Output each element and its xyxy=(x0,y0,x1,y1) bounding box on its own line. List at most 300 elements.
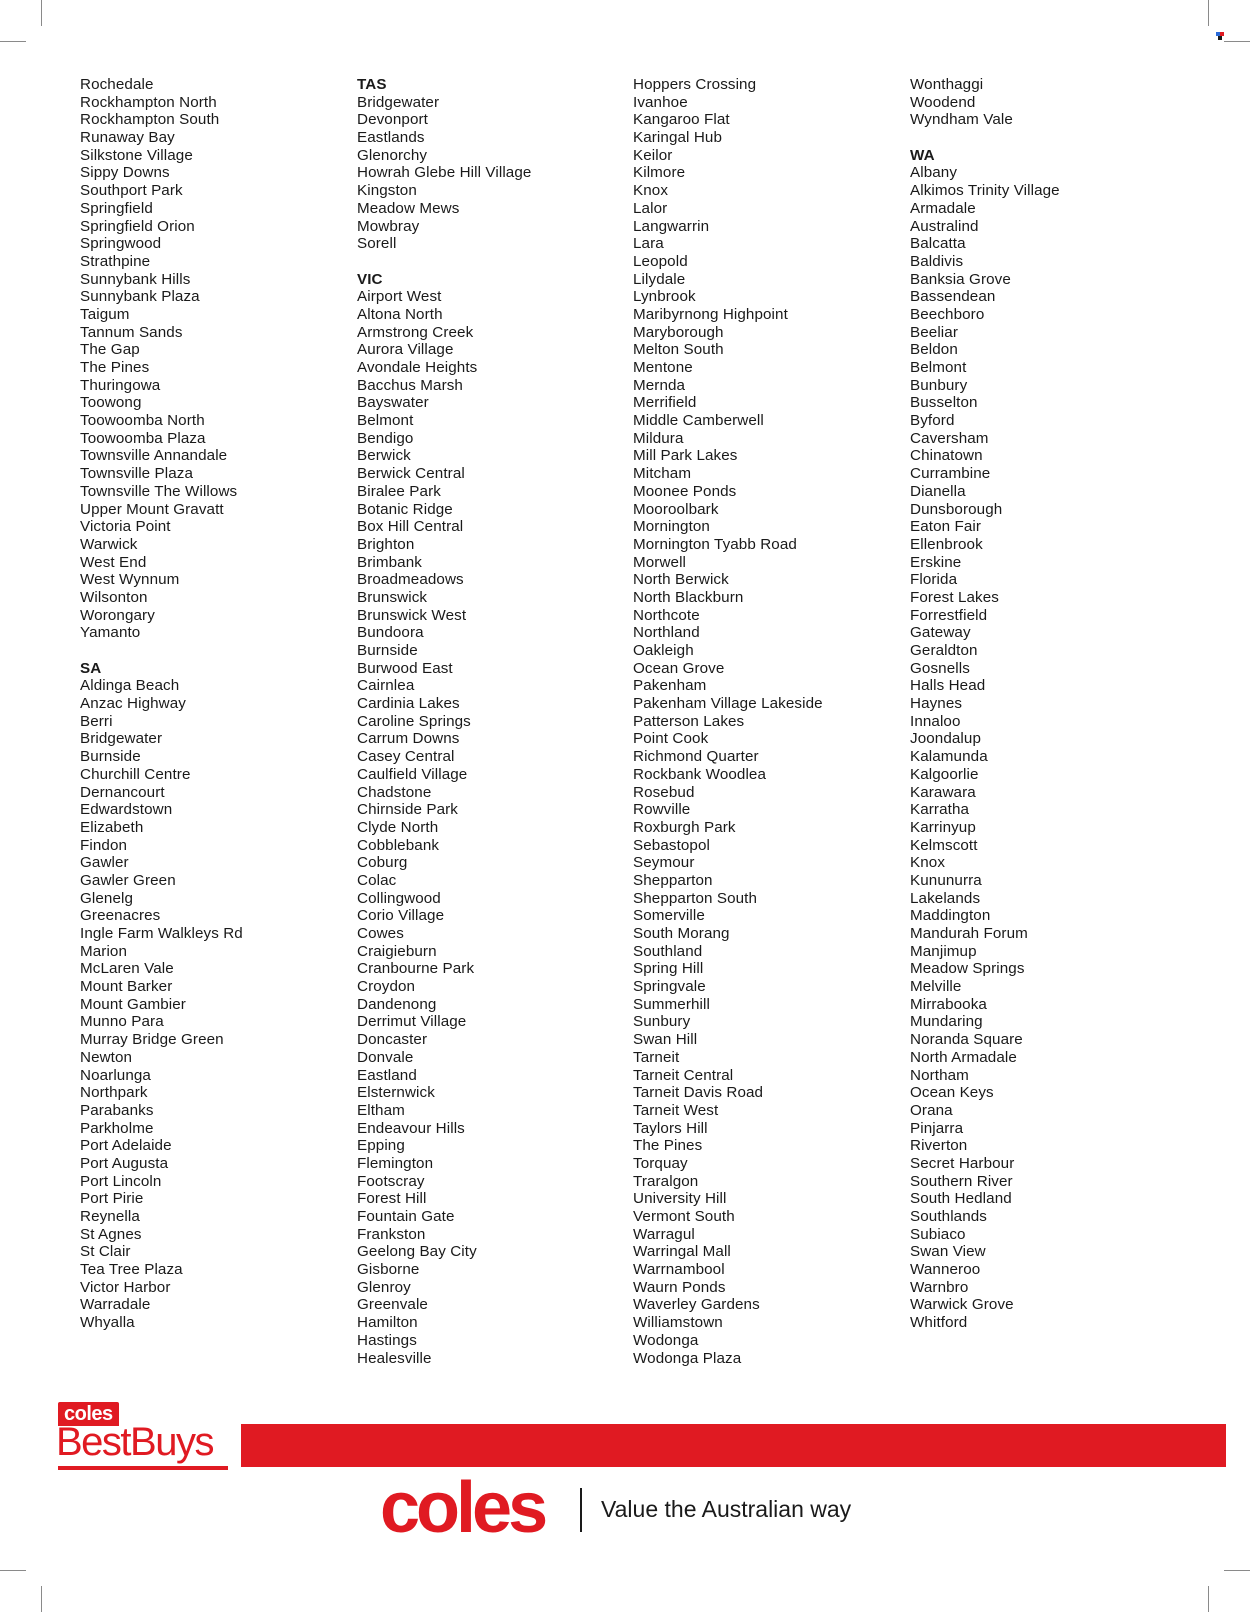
store-name: Mentone xyxy=(633,359,693,376)
store-name: Wonthaggi xyxy=(910,76,984,93)
store-name: Avondale Heights xyxy=(357,359,478,376)
store-name: Bendigo xyxy=(357,429,414,447)
store-name: Pakenham xyxy=(633,677,707,695)
store-name: Northcote xyxy=(633,606,700,624)
store-name: Leopold xyxy=(633,252,688,270)
crop-mark xyxy=(41,1586,42,1612)
store-name: Dernancourt xyxy=(80,783,165,801)
store-name: Maddington xyxy=(910,907,991,925)
store-name: Worongary xyxy=(80,606,155,624)
store-name: Greenacres xyxy=(80,907,161,925)
store-name: Berwick xyxy=(357,447,411,465)
store-name: Kalamunda xyxy=(910,748,988,766)
store-name: Elsternwick xyxy=(357,1084,435,1102)
state-heading: TAS xyxy=(357,76,387,93)
store-name: Shepparton South xyxy=(633,889,758,907)
store-name: Ingle Farm Walkleys Rd xyxy=(80,925,243,942)
crop-mark xyxy=(1208,0,1209,26)
store-name: Langwarrin xyxy=(633,217,710,235)
store-name: Beechboro xyxy=(910,305,985,323)
store-name: Ellenbrook xyxy=(910,535,983,553)
store-name: Tannum Sands xyxy=(80,323,183,341)
store-name: Whyalla xyxy=(80,1314,135,1332)
store-name: Tarneit Central xyxy=(633,1066,734,1084)
store-name: Roxburgh Park xyxy=(633,818,736,836)
store-name: Sorell xyxy=(357,235,397,253)
store-name: The Pines xyxy=(80,359,150,376)
store-name: Gateway xyxy=(910,624,971,642)
store-name: Mirrabooka xyxy=(910,995,987,1013)
store-name: Rosebud xyxy=(633,783,695,801)
store-name: Caulfield Village xyxy=(357,765,468,783)
store-name: Port Adelaide xyxy=(80,1137,172,1155)
store-name: Rowville xyxy=(633,801,691,819)
store-name: Morwell xyxy=(633,553,687,571)
store-name: South Hedland xyxy=(910,1190,1012,1208)
store-name: Greenvale xyxy=(357,1296,428,1314)
store-name: Carrum Downs xyxy=(357,730,460,748)
store-name: Warwick Grove xyxy=(910,1296,1014,1314)
store-name: West End xyxy=(80,553,147,571)
store-name: Victor Harbor xyxy=(80,1278,171,1296)
store-name: Springvale xyxy=(633,978,706,996)
store-name: Port Pirie xyxy=(80,1190,144,1208)
store-name: Footscray xyxy=(357,1172,425,1190)
store-name: Mitcham xyxy=(633,465,692,483)
store-name: Springfield xyxy=(80,199,153,217)
store-name: Elizabeth xyxy=(80,818,144,836)
store-name: Belmont xyxy=(357,412,414,430)
store-name: Knox xyxy=(633,182,669,200)
store-name: Whitford xyxy=(910,1314,968,1332)
store-list-column-3 xyxy=(633,76,888,1367)
store-name: Altona North xyxy=(357,305,443,323)
store-name: Reynella xyxy=(80,1208,140,1225)
store-name: Doncaster xyxy=(357,1031,428,1049)
store-name: Cairnlea xyxy=(357,677,415,695)
store-list-column-4 xyxy=(910,76,1165,1332)
store-name: Cranbourne Park xyxy=(357,960,475,978)
store-name: Port Lincoln xyxy=(80,1172,162,1190)
store-name: Karratha xyxy=(910,801,970,819)
store-name: Kalgoorlie xyxy=(910,765,979,783)
store-name: Lalor xyxy=(633,199,668,217)
state-heading: SA xyxy=(80,659,102,677)
store-name: Bundoora xyxy=(357,624,424,642)
store-name: Springfield Orion xyxy=(80,217,195,235)
store-name: Mandurah Forum xyxy=(910,925,1028,942)
store-name: Beeliar xyxy=(910,323,958,341)
store-name: Mornington xyxy=(633,518,710,536)
store-name: Colac xyxy=(357,871,397,889)
footer-divider xyxy=(580,1488,582,1532)
store-name: Karawara xyxy=(910,783,976,801)
store-name: Townsville Annandale xyxy=(80,447,228,465)
store-name: Middle Camberwell xyxy=(633,412,764,430)
store-name: Oakleigh xyxy=(633,642,694,659)
store-name: Fountain Gate xyxy=(357,1208,455,1225)
store-name: Runaway Bay xyxy=(80,129,175,147)
store-name: Warrnambool xyxy=(633,1261,725,1279)
spacer xyxy=(80,642,335,660)
store-name: Spring Hill xyxy=(633,960,704,978)
store-name: Eltham xyxy=(357,1101,405,1119)
store-name: Burwood East xyxy=(357,659,453,677)
store-name: Port Augusta xyxy=(80,1154,169,1172)
store-name: Joondalup xyxy=(910,730,981,748)
store-name: Pinjarra xyxy=(910,1119,964,1137)
store-name: Eastlands xyxy=(357,129,425,147)
store-name: Parabanks xyxy=(80,1101,154,1119)
store-name: Banksia Grove xyxy=(910,270,1011,288)
store-name: Chinatown xyxy=(910,447,983,465)
store-name: Keilor xyxy=(633,146,673,164)
store-name: Biralee Park xyxy=(357,482,441,500)
store-name: Sunnybank Hills xyxy=(80,270,191,288)
store-name: Upper Mount Gravatt xyxy=(80,500,224,518)
store-name: Coburg xyxy=(357,854,408,872)
store-name: Waurn Ponds xyxy=(633,1278,726,1296)
store-name: Endeavour Hills xyxy=(357,1119,465,1137)
store-name: Haynes xyxy=(910,695,963,713)
store-name: Point Cook xyxy=(633,730,709,748)
store-name: Edwardstown xyxy=(80,801,173,819)
store-name: Woodend xyxy=(910,93,976,111)
store-name: Howrah Glebe Hill Village xyxy=(357,164,532,182)
store-name: Southlands xyxy=(910,1208,987,1225)
store-name: Albany xyxy=(910,164,958,182)
store-name: Tea Tree Plaza xyxy=(80,1261,183,1279)
store-name: Thuringowa xyxy=(80,376,161,394)
store-name: Forrestfield xyxy=(910,606,988,624)
store-name: Craigieburn xyxy=(357,942,437,960)
store-name: Busselton xyxy=(910,394,978,412)
store-name: Erskine xyxy=(910,553,962,571)
store-name: Baldivis xyxy=(910,252,964,270)
store-name: Waverley Gardens xyxy=(633,1296,760,1314)
store-name: Glenorchy xyxy=(357,146,428,164)
store-name: Byford xyxy=(910,412,955,430)
crop-mark xyxy=(1224,41,1250,42)
store-name: Frankston xyxy=(357,1225,426,1243)
store-name: Springwood xyxy=(80,235,162,253)
store-name: West Wynnum xyxy=(80,571,180,589)
store-name: Patterson Lakes xyxy=(633,712,745,730)
store-name: Meadow Springs xyxy=(910,960,1025,978)
store-name: Brimbank xyxy=(357,553,422,571)
store-name: Bridgewater xyxy=(357,93,440,111)
store-name: Tarneit West xyxy=(633,1101,719,1119)
store-name: Dunsborough xyxy=(910,500,1003,518)
store-name: Florida xyxy=(910,571,958,589)
crop-mark xyxy=(41,0,42,26)
store-name: Flemington xyxy=(357,1154,434,1172)
store-name: Summerhill xyxy=(633,995,710,1013)
store-name: Melton South xyxy=(633,341,724,359)
store-name: Australind xyxy=(910,217,979,235)
store-name: Ivanhoe xyxy=(633,93,688,111)
store-name: Pakenham Village Lakeside xyxy=(633,695,823,713)
store-name: Cobblebank xyxy=(357,836,440,854)
store-name: Healesville xyxy=(357,1349,432,1367)
store-name: Innaloo xyxy=(910,712,961,730)
store-name: Bayswater xyxy=(357,394,429,412)
store-name: Mernda xyxy=(633,376,686,394)
store-name: Currambine xyxy=(910,465,991,483)
store-name: Seymour xyxy=(633,854,695,872)
store-name: Merrifield xyxy=(633,394,697,412)
store-name: Chadstone xyxy=(357,783,432,801)
store-name: Northpark xyxy=(80,1084,148,1102)
store-name: Mundaring xyxy=(910,1013,983,1031)
store-name: Box Hill Central xyxy=(357,518,464,536)
store-name: Caroline Springs xyxy=(357,712,471,730)
logo-underline xyxy=(58,1466,228,1470)
crop-mark xyxy=(0,41,26,42)
store-name: Knox xyxy=(910,854,946,872)
store-name: Bridgewater xyxy=(80,730,163,748)
store-name: Derrimut Village xyxy=(357,1013,467,1031)
store-name: Glenroy xyxy=(357,1278,411,1296)
store-name: Croydon xyxy=(357,978,416,996)
state-heading: VIC xyxy=(357,270,383,288)
store-list-column-1 xyxy=(80,76,335,1332)
store-name: Townsville The Willows xyxy=(80,482,238,500)
store-name: Kangaroo Flat xyxy=(633,111,730,129)
store-name: Gawler xyxy=(80,854,129,872)
store-name: Warnbro xyxy=(910,1278,969,1296)
store-name: Sunbury xyxy=(633,1013,691,1031)
store-name: Brunswick xyxy=(357,588,428,606)
store-name: Taylors Hill xyxy=(633,1119,708,1137)
store-name: Mowbray xyxy=(357,217,420,235)
store-name: Noarlunga xyxy=(80,1066,151,1084)
store-name: Strathpine xyxy=(80,252,151,270)
store-name: Karrinyup xyxy=(910,818,976,836)
store-name: St Agnes xyxy=(80,1225,142,1243)
store-name: Ocean Keys xyxy=(910,1084,994,1102)
store-name: Churchill Centre xyxy=(80,765,191,783)
store-name: Gosnells xyxy=(910,659,970,677)
store-name: Shepparton xyxy=(633,871,713,889)
coles-brand-logo: coles xyxy=(380,1468,545,1548)
store-name: Southport Park xyxy=(80,182,183,200)
store-name: Collingwood xyxy=(357,889,441,907)
store-name: Yamanto xyxy=(80,624,141,642)
store-name: Warradale xyxy=(80,1296,151,1314)
store-name: Warwick xyxy=(80,535,138,553)
store-name: Marion xyxy=(80,942,128,960)
store-name: Warringal Mall xyxy=(633,1243,731,1261)
store-name: Orana xyxy=(910,1101,953,1119)
store-name: Subiaco xyxy=(910,1225,966,1243)
store-name: Meadow Mews xyxy=(357,199,460,217)
store-name: Caversham xyxy=(910,429,989,447)
store-name: Victoria Point xyxy=(80,518,171,536)
store-name: Warragul xyxy=(633,1225,695,1243)
store-name: Tarneit Davis Road xyxy=(633,1084,764,1102)
store-name: Kelmscott xyxy=(910,836,978,854)
logo-buys-text: Buys xyxy=(130,1420,213,1464)
store-name: The Pines xyxy=(633,1137,703,1155)
store-name: Corio Village xyxy=(357,907,445,925)
store-name: Vermont South xyxy=(633,1208,735,1225)
store-name: Dianella xyxy=(910,482,966,500)
crop-mark xyxy=(0,1570,26,1571)
store-name: Brighton xyxy=(357,535,415,553)
store-name: Toowoomba North xyxy=(80,412,205,430)
store-name: Brunswick West xyxy=(357,606,467,624)
store-name: Murray Bridge Green xyxy=(80,1031,224,1049)
store-name: Bunbury xyxy=(910,376,968,394)
store-name: North Berwick xyxy=(633,571,729,589)
crop-mark xyxy=(1208,1586,1209,1612)
store-name: Rockhampton South xyxy=(80,111,220,129)
store-name: Bacchus Marsh xyxy=(357,376,463,394)
store-name: Ocean Grove xyxy=(633,659,725,677)
store-name: Rockbank Woodlea xyxy=(633,765,767,783)
store-name: University Hill xyxy=(633,1190,727,1208)
store-name: Noranda Square xyxy=(910,1031,1023,1049)
store-name: Hastings xyxy=(357,1331,417,1349)
store-name: Wyndham Vale xyxy=(910,111,1013,129)
store-name: Berri xyxy=(80,712,113,730)
store-name: The Gap xyxy=(80,341,140,359)
store-name: Mount Barker xyxy=(80,978,173,996)
store-name: Lilydale xyxy=(633,270,686,288)
store-name: Sunnybank Plaza xyxy=(80,288,200,306)
store-name: Mornington Tyabb Road xyxy=(633,535,797,553)
store-name: Swan Hill xyxy=(633,1031,698,1049)
store-name: Tarneit xyxy=(633,1048,680,1066)
store-name: Sebastopol xyxy=(633,836,710,854)
store-name: Cardinia Lakes xyxy=(357,695,460,713)
red-banner-bar xyxy=(241,1424,1226,1467)
store-name: Gawler Green xyxy=(80,871,176,889)
store-name: Parkholme xyxy=(80,1119,154,1137)
store-name: Botanic Ridge xyxy=(357,500,453,518)
store-name: Southern River xyxy=(910,1172,1013,1190)
store-name: Broadmeadows xyxy=(357,571,464,589)
store-name: Beldon xyxy=(910,341,958,359)
store-name: Geraldton xyxy=(910,642,978,659)
spacer xyxy=(910,129,1165,147)
store-name: Richmond Quarter xyxy=(633,748,759,766)
store-name: Wodonga Plaza xyxy=(633,1349,742,1367)
store-name: Wilsonton xyxy=(80,588,148,606)
store-name: Hoppers Crossing xyxy=(633,76,757,93)
store-name: Swan View xyxy=(910,1243,986,1261)
store-name: Melville xyxy=(910,978,962,996)
store-name: Maribyrnong Highpoint xyxy=(633,305,788,323)
store-name: Kilmore xyxy=(633,164,686,182)
store-name: Balcatta xyxy=(910,235,966,253)
store-name: Toowong xyxy=(80,394,142,412)
store-name: Traralgon xyxy=(633,1172,699,1190)
store-name: Sippy Downs xyxy=(80,164,170,182)
store-name: Townsville Plaza xyxy=(80,465,194,483)
store-name: Southland xyxy=(633,942,703,960)
store-name: Aurora Village xyxy=(357,341,454,359)
store-name: Riverton xyxy=(910,1137,968,1155)
store-name: St Clair xyxy=(80,1243,131,1261)
store-name: Torquay xyxy=(633,1154,688,1172)
store-name: Gisborne xyxy=(357,1261,420,1279)
coles-best-buys-logo xyxy=(56,1420,213,1464)
store-name: Munno Para xyxy=(80,1013,164,1031)
store-name: Findon xyxy=(80,836,128,854)
coles-best-buys-logo-tag: coles xyxy=(58,1402,119,1426)
store-name: Belmont xyxy=(910,359,967,376)
store-name: Hamilton xyxy=(357,1314,418,1332)
store-name: South Morang xyxy=(633,925,730,942)
store-name: Mooroolbark xyxy=(633,500,719,518)
store-name: Taigum xyxy=(80,305,130,323)
store-name: Airport West xyxy=(357,288,442,306)
store-name: Eastland xyxy=(357,1066,417,1084)
store-name: Armadale xyxy=(910,199,976,217)
store-name: Burnside xyxy=(80,748,141,766)
store-list-column-2 xyxy=(357,76,612,1367)
store-name: North Armadale xyxy=(910,1048,1017,1066)
store-name: Northam xyxy=(910,1066,969,1084)
store-name: Anzac Highway xyxy=(80,695,186,713)
store-name: Eaton Fair xyxy=(910,518,982,536)
store-name: Rochedale xyxy=(80,76,154,93)
store-name: Aldinga Beach xyxy=(80,677,180,695)
store-name: Lynbrook xyxy=(633,288,696,306)
store-name: Silkstone Village xyxy=(80,146,193,164)
registration-dot xyxy=(1218,36,1222,40)
store-name: Kununurra xyxy=(910,871,982,889)
store-name: Geelong Bay City xyxy=(357,1243,477,1261)
store-name: Donvale xyxy=(357,1048,414,1066)
spacer xyxy=(357,253,612,271)
store-name: Karingal Hub xyxy=(633,129,723,147)
store-name: Forest Lakes xyxy=(910,588,999,606)
store-name: Forest Hill xyxy=(357,1190,427,1208)
store-name: North Blackburn xyxy=(633,588,744,606)
store-name: Chirnside Park xyxy=(357,801,459,819)
store-name: Wodonga xyxy=(633,1331,699,1349)
store-name: Armstrong Creek xyxy=(357,323,474,341)
store-name: Moonee Ponds xyxy=(633,482,737,500)
state-heading: WA xyxy=(910,146,935,164)
store-name: Kingston xyxy=(357,182,417,200)
store-name: Mount Gambier xyxy=(80,995,186,1013)
store-name: Lakelands xyxy=(910,889,981,907)
crop-mark xyxy=(1224,1570,1250,1571)
store-name: Newton xyxy=(80,1048,133,1066)
store-name: Clyde North xyxy=(357,818,439,836)
store-name: Devonport xyxy=(357,111,428,129)
store-name: Dandenong xyxy=(357,995,437,1013)
store-name: Mildura xyxy=(633,429,684,447)
logo-best-text: Best xyxy=(56,1420,131,1464)
store-name: Bassendean xyxy=(910,288,996,306)
store-name: Glenelg xyxy=(80,889,134,907)
store-name: Manjimup xyxy=(910,942,977,960)
store-name: Epping xyxy=(357,1137,405,1155)
store-name: Maryborough xyxy=(633,323,724,341)
store-name: Halls Head xyxy=(910,677,986,695)
store-name: Secret Harbour xyxy=(910,1154,1015,1172)
store-name: Northland xyxy=(633,624,700,642)
store-name: Mill Park Lakes xyxy=(633,447,738,465)
store-name: McLaren Vale xyxy=(80,960,174,978)
store-name: Alkimos Trinity Village xyxy=(910,182,1060,200)
store-name: Berwick Central xyxy=(357,465,465,483)
